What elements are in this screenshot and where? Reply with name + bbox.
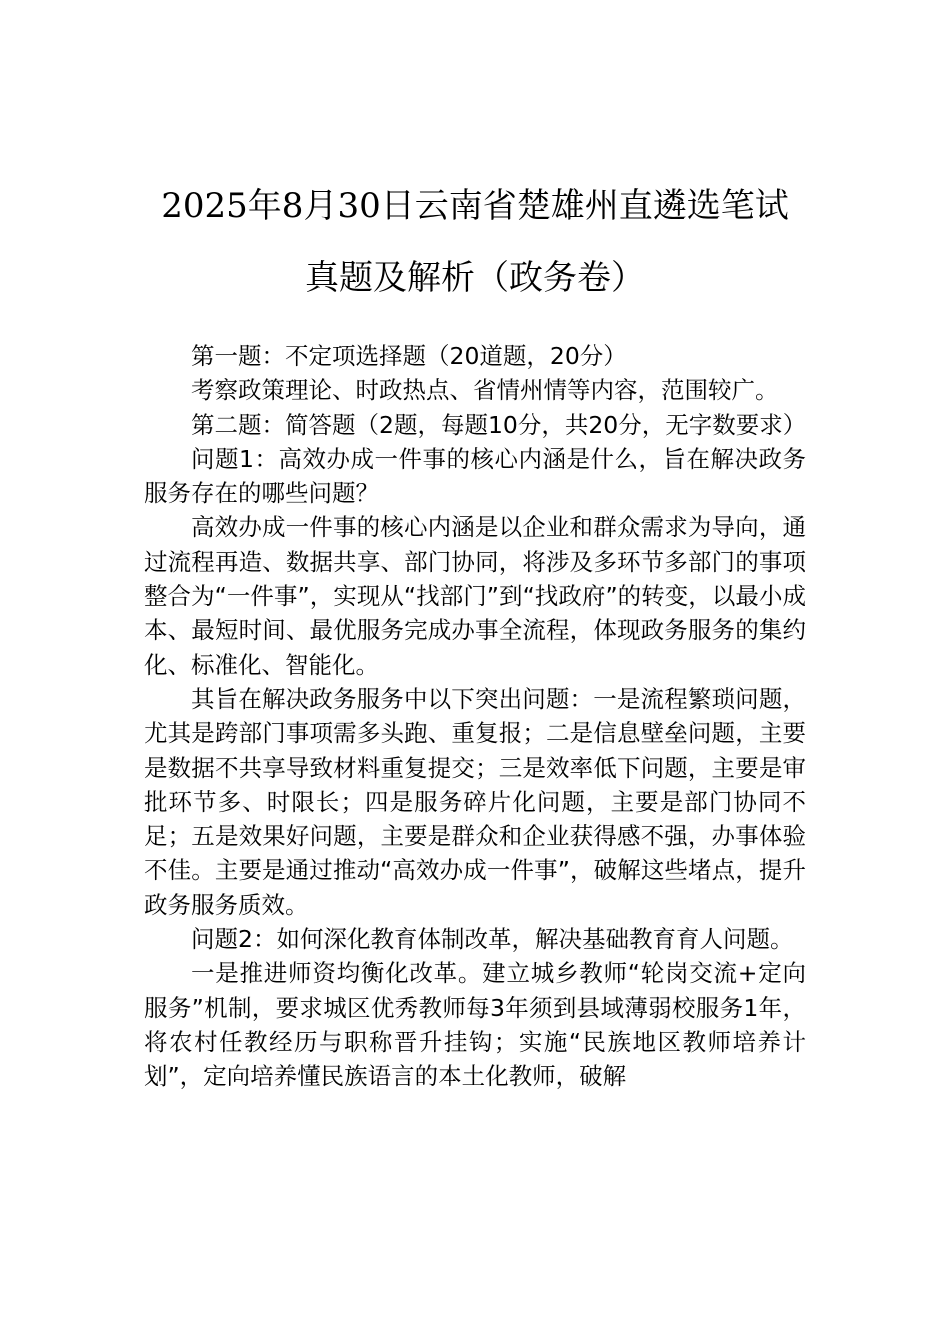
document-body bbox=[144, 339, 806, 1094]
paragraph-question-2: 问题2：如何深化教育体制改革，解决基础教育育人问题。 bbox=[191, 925, 794, 954]
paragraph-answer-1a: 高效办成一件事的核心内涵是以企业和群众需求为导向，通过流程再造、数据共享、部门协同，将涉及多环节多部门的事项整合为“一件事”，实现从“找部门”到“找政府”的转变，以最小成本、最短时间、最优服务完成办事全流程，体现政务服务的集约化、标准化、智能化。 bbox=[144, 513, 806, 679]
document-title bbox=[90, 170, 860, 314]
paragraph-question-1: 问题1：高效办成一件事的核心内涵是什么，旨在解决政务服务存在的哪些问题？ bbox=[144, 444, 806, 508]
paragraph-section-2-heading: 第二题：简答题（2题，每题10分，共20分，无字数要求） bbox=[191, 410, 807, 439]
title-line-1: 2025年8月30日云南省楚雄州直遴选笔试 bbox=[161, 186, 789, 226]
title-line-2: 真题及解析（政务卷） bbox=[305, 258, 645, 298]
paragraph-section-1-desc: 考察政策理论、时政热点、省情州情等内容，范围较广。 bbox=[191, 376, 779, 405]
paragraph-answer-1b: 其旨在解决政务服务中以下突出问题：一是流程繁琐问题，尤其是跨部门事项需多头跑、重复报；二是信息壁垒问题，主要是数据不共享导致材料重复提交；三是效率低下问题，主要是审批环节多、时限长；四是服务碎片化问题，主要是部门协同不足；五是效果好问题，主要是群众和企业获得感不强，办事体验不佳。主要是通过推动“高效办成一件事”，破解这些堵点，提升政务服务质效。 bbox=[144, 684, 806, 919]
paragraph-section-1-heading: 第一题：不定项选择题（20道题，20分） bbox=[191, 342, 627, 370]
paragraph-answer-2a: 一是推进师资均衡化改革。建立城乡教师“轮岗交流+定向服务”机制，要求城区优秀教师每3年须到县域薄弱校服务1年，将农村任教经历与职称晋升挂钩；实施“民族地区教师培养计划”，定向培养懂民族语言的本土化教师，破解 bbox=[144, 959, 806, 1091]
